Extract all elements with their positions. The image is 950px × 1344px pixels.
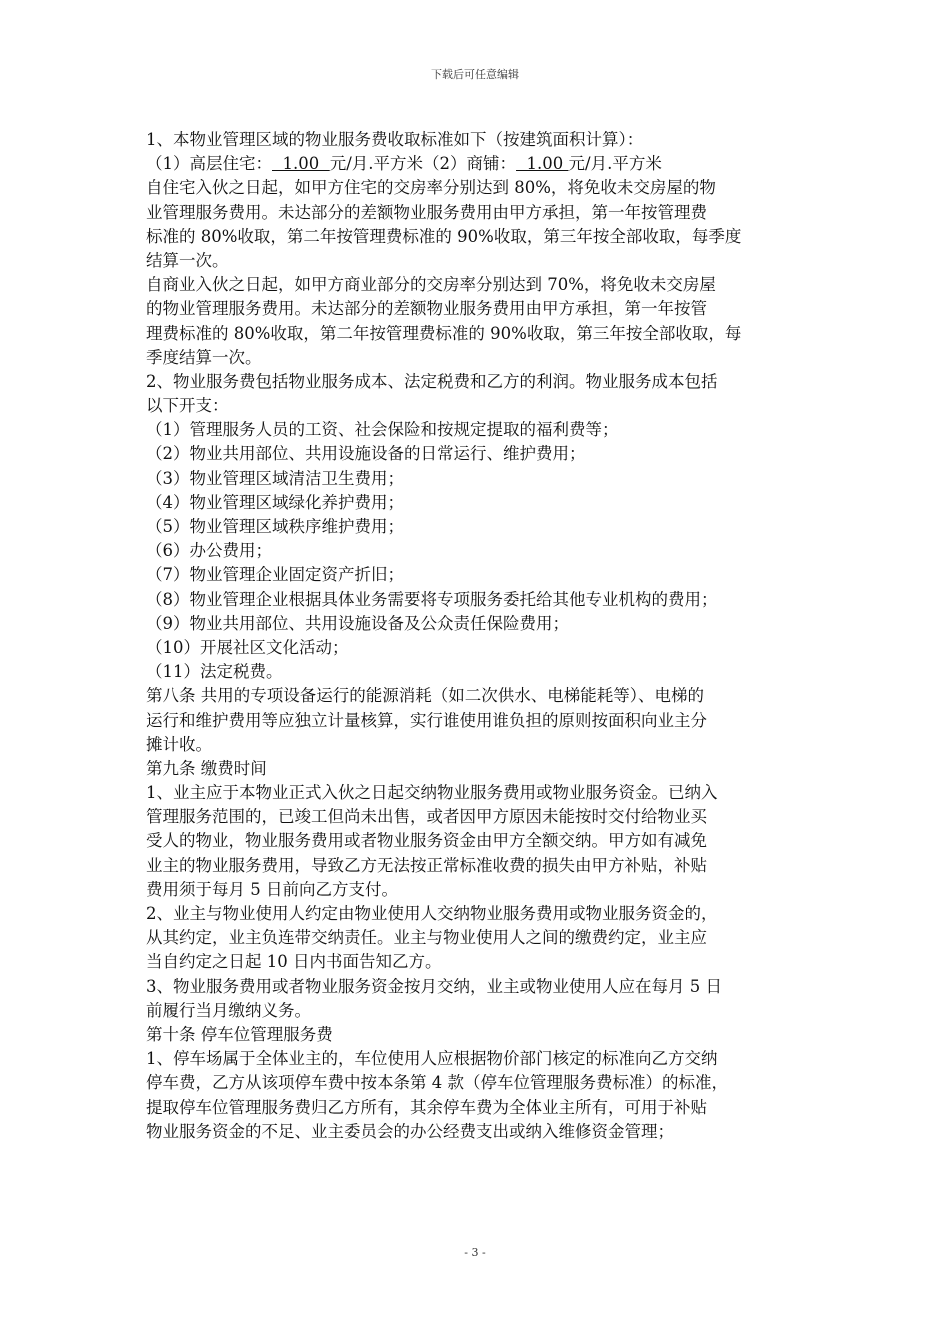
text-line: 业主的物业服务费用，导致乙方无法按正常标准收费的损失由甲方补贴，补贴	[146, 855, 707, 875]
text-line: （5）物业管理区域秩序维护费用；	[146, 517, 404, 536]
text-line: 季度结算一次。	[146, 347, 262, 367]
text-line: （8）物业管理企业根据具体业务需要将专项服务委托给其他专业机构的费用；	[146, 589, 718, 609]
fee-value-residential: 1.00	[272, 154, 330, 174]
text-line: 费用须于每月 5 日前向乙方支付。	[146, 879, 398, 899]
fee-value-shop: 1.00	[516, 154, 569, 174]
text-line: 自商业入伙之日起，如甲方商业部分的交房率分别达到 70%，将免收未交房屋	[146, 275, 716, 295]
page-header: 下载后可任意编辑	[431, 68, 519, 81]
fee-label-residential: （1）高层住宅：	[146, 154, 272, 174]
text-line: 第八条 共用的专项设备运行的能源消耗（如二次供水、电梯能耗等）、电梯的	[146, 686, 704, 706]
text-line: （3）物业管理区域清洁卫生费用；	[146, 468, 404, 488]
text-line: 的物业管理服务费用。未达部分的差额物业服务费用由甲方承担，第一年按管	[146, 299, 707, 319]
text-line: 前履行当月缴纳义务。	[146, 1000, 311, 1020]
text-line: 结算一次。	[146, 250, 229, 270]
text-line: 1、业主应于本物业正式入伙之日起交纳物业服务费用或物业服务资金。已纳入	[146, 783, 718, 803]
text-line: （7）物业管理企业固定资产折旧；	[146, 565, 404, 585]
text-line: 第十条 停车位管理服务费	[146, 1024, 333, 1044]
fee-rates-line	[146, 152, 816, 176]
text-line: 运行和维护费用等应独立计量核算，实行谁使用谁负担的原则按面积向业主分	[146, 710, 707, 730]
text-line: 2、业主与物业使用人约定由物业使用人交纳物业服务费用或物业服务资金的，	[146, 904, 718, 923]
text-line: 物业服务资金的不足、业主委员会的办公经费支出或纳入维修资金管理；	[146, 1121, 674, 1141]
text-line: （9）物业共用部位、共用设施设备及公众责任保险费用；	[146, 613, 569, 633]
text-line: 自住宅入伙之日起，如甲方住宅的交房率分别达到 80%，将免收未交房屋的物	[146, 178, 716, 198]
text-line: 1、本物业管理区域的物业服务费收取标准如下（按建筑面积计算）：	[146, 130, 644, 149]
text-line: （6）办公费用；	[146, 541, 272, 561]
text-line: （4）物业管理区域绿化养护费用；	[146, 492, 404, 512]
text-line: （1）管理服务人员的工资、社会保险和按规定提取的福利费等；	[146, 420, 619, 440]
text-line: （10）开展社区文化活动；	[146, 637, 349, 657]
text-line: 摊计收。	[146, 734, 212, 754]
text-line: 管理服务范围的，已竣工但尚未出售，或者因甲方原因未能按时交付给物业买	[146, 807, 707, 827]
text-line: 标准的 80%收取，第二年按管理费标准的 90%收取，第三年按全部收取，每季度	[146, 226, 742, 246]
text-line: 第九条 缴费时间	[146, 758, 267, 778]
text-line: 理费标准的 80%收取，第二年按管理费标准的 90%收取，第三年按全部收取，每	[146, 323, 742, 343]
text-line: 2、物业服务费包括物业服务成本、法定税费和乙方的利润。物业服务成本包括	[146, 371, 718, 391]
text-line: 以下开支：	[146, 396, 229, 416]
fee-unit-shop: 元/月.平方米	[568, 154, 662, 174]
fee-unit-residential: 元/月.平方米	[329, 154, 424, 174]
page-number: - 3 -	[464, 1246, 486, 1259]
text-line: 1、停车场属于全体业主的，车位使用人应根据物价部门核定的标准向乙方交纳	[146, 1049, 718, 1069]
text-line: 3、物业服务费用或者物业服务资金按月交纳，业主或物业使用人应在每月 5 日	[146, 976, 722, 996]
text-line: 从其约定，业主负连带交纳责任。业主与物业使用人之间的缴费约定，业主应	[146, 928, 707, 948]
fee-label-shop: （2）商铺：	[423, 154, 517, 174]
document-body	[146, 128, 816, 1144]
text-line: 受人的物业，物业服务费用或者物业服务资金由甲方全额交纳。甲方如有减免	[146, 831, 707, 851]
text-line: 提取停车位管理服务费归乙方所有，其余停车费为全体业主所有，可用于补贴	[146, 1097, 707, 1117]
text-line: 停车费，乙方从该项停车费中按本条第 4 款（停车位管理服务费标准）的标准，	[146, 1073, 728, 1093]
text-line: 当自约定之日起 10 日内书面告知乙方。	[146, 952, 442, 972]
text-line: （11）法定税费。	[146, 662, 283, 682]
text-line: 业管理服务费用。未达部分的差额物业服务费用由甲方承担，第一年按管理费	[146, 202, 707, 222]
text-line: （2）物业共用部位、共用设施设备的日常运行、维护费用；	[146, 444, 586, 464]
